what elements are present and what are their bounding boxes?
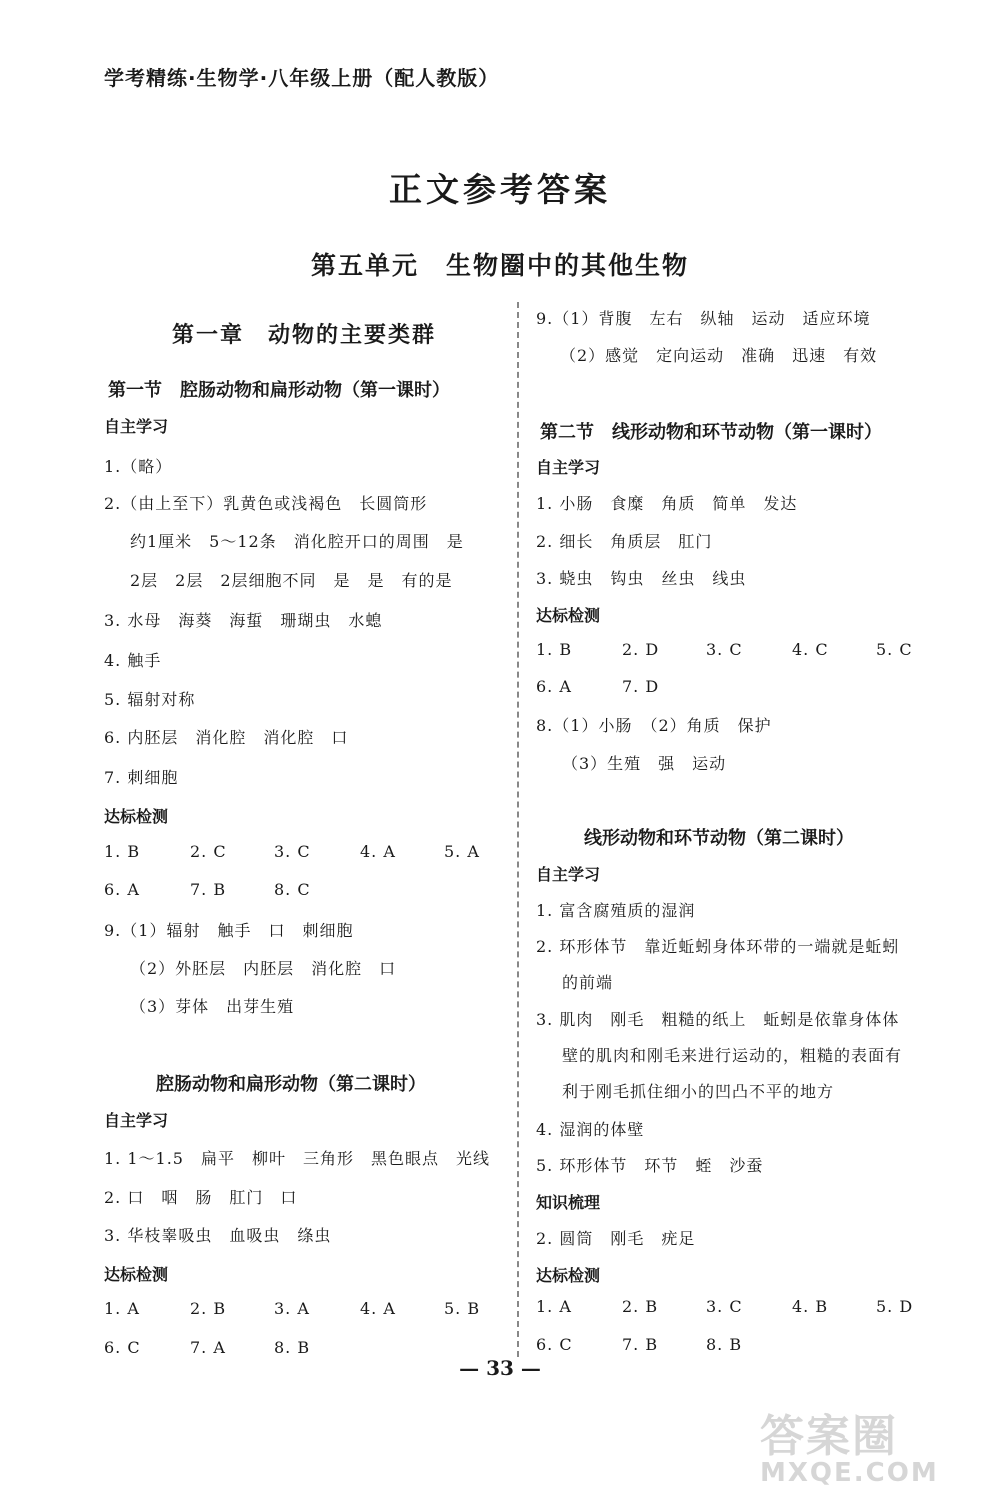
page-title: 正文参考答案: [389, 170, 611, 209]
unit-title: 第五单元 生物圈中的其他生物: [310, 251, 689, 280]
chapter-title: 第一章 动物的主要类群: [172, 322, 437, 348]
mc-answer: 7. B: [622, 1335, 659, 1354]
answer-line: 5. 环形体节 环节 蛭 沙蚕: [536, 1156, 764, 1175]
answer-line: 1. 富含腐殖质的湿润: [536, 901, 696, 920]
mc-answer: 5. B: [444, 1299, 481, 1318]
watermark-main: 答案圈: [760, 1411, 898, 1462]
watermark-url: MXQE.COM: [760, 1458, 939, 1488]
subheading-self-study: 自主学习: [104, 417, 169, 436]
mc-answer: 6. A: [104, 880, 140, 899]
mc-answer: 6. C: [104, 1338, 141, 1357]
mc-answer: 4. C: [792, 640, 829, 659]
answer-line: 3. 蛲虫 钩虫 丝虫 线虫: [536, 569, 747, 588]
watermark-logo: [760, 1400, 939, 1488]
mc-answer: 1. A: [536, 1297, 572, 1316]
subheading-self-study: 自主学习: [536, 865, 601, 884]
answer-line: 1. 1～1.5 扁平 柳叶 三角形 黑色眼点 光线: [104, 1149, 490, 1168]
page-number: — 33 —: [459, 1356, 541, 1380]
answer-line: 2. 口 咽 肠 肛门 口: [104, 1188, 298, 1207]
mc-answer: 4. A: [360, 842, 396, 861]
mc-answer: 6. A: [536, 677, 572, 696]
subheading-self-study: 自主学习: [104, 1111, 169, 1130]
mc-answer: 8. C: [274, 880, 311, 899]
answer-line: 1.（略）: [104, 457, 173, 476]
column-divider: [517, 302, 519, 1357]
subheading-check: 达标检测: [104, 807, 169, 826]
subheading-check: 达标检测: [536, 1266, 601, 1285]
answer-line: （3）芽体 出芽生殖: [130, 997, 295, 1016]
answer-line: （2）外胚层 内胚层 消化腔 口: [130, 959, 397, 978]
mc-answer: 2. C: [190, 842, 227, 861]
mc-answer: 4. A: [360, 1299, 396, 1318]
mc-answer: 6. C: [536, 1335, 573, 1354]
mc-answer: 3. C: [706, 640, 743, 659]
answer-line: 4. 触手: [104, 651, 162, 670]
answer-line: 约1厘米 5～12条 消化腔开口的周围 是: [130, 532, 464, 551]
mc-answer: 3. A: [274, 1299, 310, 1318]
mc-answer: 5. D: [876, 1297, 914, 1316]
answer-line: 2.（由上至下）乳黄色或浅褐色 长圆筒形: [104, 494, 428, 513]
mc-answer: 1. B: [104, 842, 141, 861]
running-header: 学考精练·生物学·八年级上册（配人教版）: [104, 66, 500, 90]
answer-line: 3. 肌肉 刚毛 粗糙的纸上 蚯蚓是依靠身体体: [536, 1010, 900, 1029]
answer-line: 9.（1）辐射 触手 口 刺细胞: [104, 921, 354, 940]
section-title: 线形动物和环节动物（第二课时）: [584, 828, 854, 849]
subheading-check: 达标检测: [104, 1265, 169, 1284]
answer-line: 6. 内胚层 消化腔 消化腔 口: [104, 728, 349, 747]
mc-answer: 2. B: [622, 1297, 659, 1316]
mc-answer: 3. C: [706, 1297, 743, 1316]
answer-line: 5. 辐射对称: [104, 690, 196, 709]
subheading-knowledge: 知识梳理: [536, 1193, 601, 1212]
answer-line: 9.（1）背腹 左右 纵轴 运动 适应环境: [536, 309, 871, 328]
answer-line: 壁的肌肉和刚毛来进行运动的，粗糙的表面有: [562, 1046, 903, 1065]
answer-line: 3. 水母 海葵 海蜇 珊瑚虫 水螅: [104, 611, 383, 630]
answer-line: 利于刚毛抓住细小的凹凸不平的地方: [562, 1082, 835, 1101]
answer-line: 的前端: [562, 973, 614, 992]
mc-answer: 3. C: [274, 842, 311, 861]
mc-answer: 7. B: [190, 880, 227, 899]
mc-answer: 1. A: [104, 1299, 140, 1318]
answer-line: 2. 细长 角质层 肛门: [536, 532, 713, 551]
subheading-check: 达标检测: [536, 606, 601, 625]
section-title: 腔肠动物和扁形动物（第二课时）: [156, 1074, 426, 1095]
mc-answer: 7. D: [622, 677, 660, 696]
mc-answer: 8. B: [706, 1335, 743, 1354]
mc-answer: 5. C: [876, 640, 913, 659]
mc-answer: 2. D: [622, 640, 660, 659]
answer-line: 2层 2层 2层细胞不同 是 是 有的是: [130, 571, 453, 590]
answer-line: 4. 湿润的体壁: [536, 1120, 645, 1139]
answer-line: 3. 华枝睾吸虫 血吸虫 绦虫: [104, 1226, 332, 1245]
mc-answer: 7. A: [190, 1338, 226, 1357]
mc-answer: 4. B: [792, 1297, 829, 1316]
section-title: 第二节 线形动物和环节动物（第一课时）: [540, 422, 882, 443]
answer-line: （2）感觉 定向运动 准确 迅速 有效: [560, 346, 878, 365]
answer-line: 2. 环形体节 靠近蚯蚓身体环带的一端就是蚯蚓: [536, 937, 900, 956]
answer-line: 8.（1）小肠 （2）角质 保护: [536, 716, 772, 735]
mc-answer: 1. B: [536, 640, 573, 659]
answer-line: 7. 刺细胞: [104, 768, 179, 787]
mc-answer: 5. A: [444, 842, 480, 861]
subheading-self-study: 自主学习: [536, 458, 601, 477]
answer-line: （3）生殖 强 运动: [562, 754, 727, 773]
mc-answer: 8. B: [274, 1338, 311, 1357]
section-title: 第一节 腔肠动物和扁形动物（第一课时）: [108, 380, 450, 401]
answer-line: 2. 圆筒 刚毛 疣足: [536, 1229, 696, 1248]
answer-line: 1. 小肠 食糜 角质 简单 发达: [536, 494, 798, 513]
mc-answer: 2. B: [190, 1299, 227, 1318]
